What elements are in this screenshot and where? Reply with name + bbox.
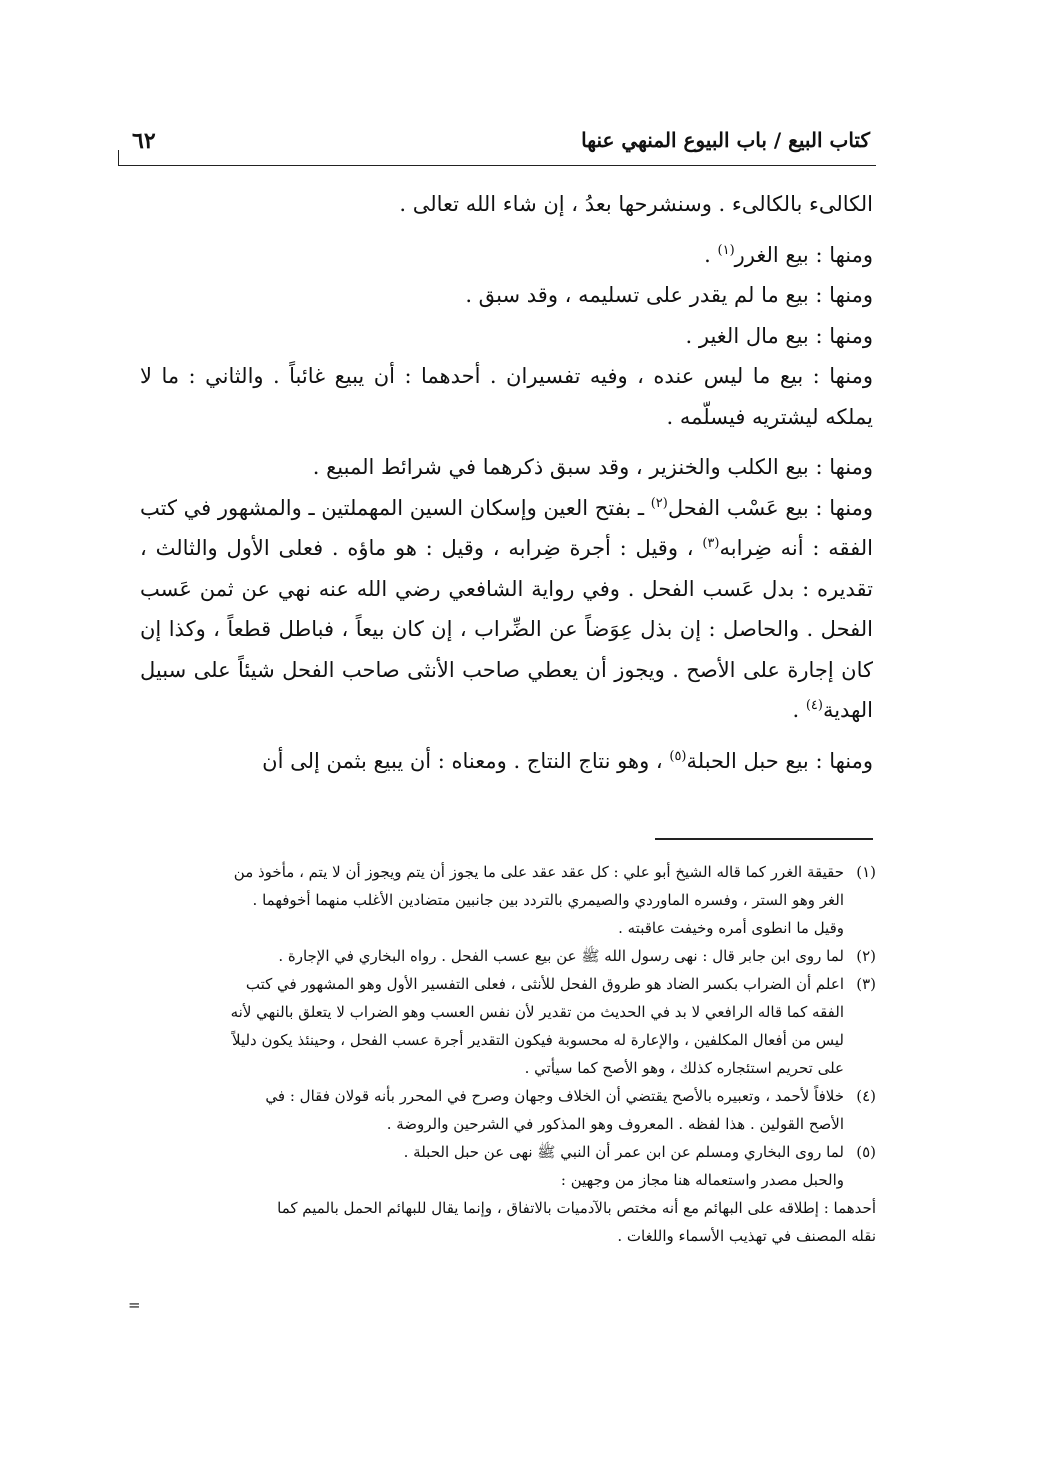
footnote-ref: (٥) [669, 748, 687, 764]
paragraph: ومنها : بيع مال الغير . [685, 323, 873, 348]
paragraph: ومنها : بيع الكلب والخنزير ، وقد سبق ذكرهما في شرائط المبيع . [312, 455, 873, 479]
main-text [140, 184, 873, 781]
paragraph: ومنها : بيع حبل الحبلة$^{(٥)}$ ، وهو نتاج النتاج . ومعناه : أن يبيع بثمن إلى أن [262, 748, 873, 773]
footnote-number: (٤) [856, 1087, 876, 1105]
footnote-number: (٣) [856, 975, 876, 993]
footnote-4: (٤) خلافاً لأحمد ، وتعبيره بالأصح يقتضي أن الخلاف وجهان وصرح في المحرر بأنه قولان فقال : في [132, 1082, 876, 1110]
footnote-separator [655, 838, 873, 840]
paragraph: ومنها : بيع الغرر$^{(١)}$ . [704, 242, 873, 267]
header-rule [118, 165, 876, 166]
running-header [118, 122, 870, 162]
footnote-ref: (٣) [702, 536, 720, 551]
footnote-number: (١) [856, 863, 876, 881]
footnote-number: (٢) [856, 947, 876, 965]
footnote-number: (٥) [856, 1143, 876, 1161]
footnote-1: (١) حقيقة الغرر كما قاله الشيخ أبو علي : كل عقد عقد على ما يجوز أن يتم ويجوز أن لا يتم ، مأخوذ من [132, 858, 876, 886]
footnote-ref: (١) [717, 242, 735, 258]
paragraph: ومنها : بيع ما ليس عنده ، وفيه تفسيران . أحدهما : أن يبيع غائباً . والثاني : ما لا يملكه ليشتريه فيسلّمه . [140, 364, 873, 429]
header-title: كتاب البيع / باب البيوع المنهي عنها [581, 128, 870, 152]
footnote-3: (٣) اعلم أن الضراب بكسر الضاد هو طروق الفحل للأنثى ، فعلى التفسير الأول وهو المشهور في كتب [132, 970, 876, 998]
corner-mark: = [128, 1296, 141, 1314]
footnote-5: (٥) لما روى البخاري ومسلم عن ابن عمر أن النبي ﷺ نهى عن حبل الحبلة . [132, 1138, 876, 1166]
paragraph: ومنها : بيع عَسْب الفحل$^{(٢)}$ ـ بفتح العين وإسكان السين المهملتين ـ والمشهور في كتب الفقه : أنه ضِرابه$^{(٣)}$ ، وقيل : أجرة ضِرابه ، وقيل : هو ماؤه . فعلى الأول والثالث ، تقديره : بدل عَسب الفحل . وفي رواية الشافعي رضي الله عنه نهي عن ثمن عَسب الفحل . والحاصل : إن بذل عِوَضاً عن الضِّراب ، إن كان بيعاً ، فباطل قطعاً ، وكذا إن كان إجارة على الأصح . ويجوز أن يعطي صاحب الأنثى صاحب الفحل شيئاً على سبيل الهدية$^{(٤)}$ . [140, 495, 873, 722]
footnote-ref: (٤) [805, 698, 823, 713]
footnotes: (١) حقيقة الغرر كما قاله الشيخ أبو علي : كل عقد عقد على ما يجوز أن يتم ويجوز أن لا يتم ، مأخوذ من الغر وهو الستر ، وفسره الماوردي والصيمري بالتردد بين جانبين متضادين الأغلب منهما أخوفهما . وقيل ما انطوى أمره وخيفت عاقبته . (٢) لما روى ابن جابر قال : نهى رسول الله ﷺ عن بيع عسب الفحل . رواه البخاري في الإجارة . (٣) اعلم أن الضراب بكسر الضاد هو طروق الفحل للأنثى ، فعلى التفسير الأول وهو المشهور في كتب الفقه كما قاله الرافعي لا بد في الحديث من تقدير لأن نفس العسب وهو الضراب لا يتعلق بالنهي لأنه ليس من أفعال المكلفين ، والإعارة له محسوبة فيكون التقدير أجرة عسب الفحل ، وحينئذ يكون دليلاً على تحريم استئجاره كذلك ، وهو الأصح كما سيأتي . (٤) خلافاً لأحمد ، وتعبيره بالأصح يقتضي أن الخلاف وجهان وصرح في المحرر بأنه قولان فقال : في الأصح القولين . هذا لفظه . المعروف وهو المذكور في الشرحين والروضة . (٥) لما روى البخاري ومسلم عن ابن عمر أن النبي ﷺ نهى عن حبل الحبلة . والحبل مصدر واستعماله هنا مجاز من وجهين : أحدهما : إطلاقه على البهائم مع أنه مختص بالآدميات بالاتفاق ، وإنما يقال للبهائم الحمل بالميم كما نقله المصنف في تهذيب الأسماء واللغات . [132, 858, 876, 1250]
header-rule-tick [118, 150, 119, 166]
footnote-ref: (٢) [650, 495, 668, 511]
paragraph: ومنها : بيع ما لم يقدر على تسليمه ، وقد سبق . [465, 283, 873, 307]
footnote-2: (٢) لما روى ابن جابر قال : نهى رسول الله ﷺ عن بيع عسب الفحل . رواه البخاري في الإجارة . [132, 942, 876, 970]
page-number: ٦٢ [132, 128, 156, 154]
paragraph: الكالىء بالكالىء . وسنشرحها بعدُ ، إن شاء الله تعالى . [399, 192, 873, 216]
